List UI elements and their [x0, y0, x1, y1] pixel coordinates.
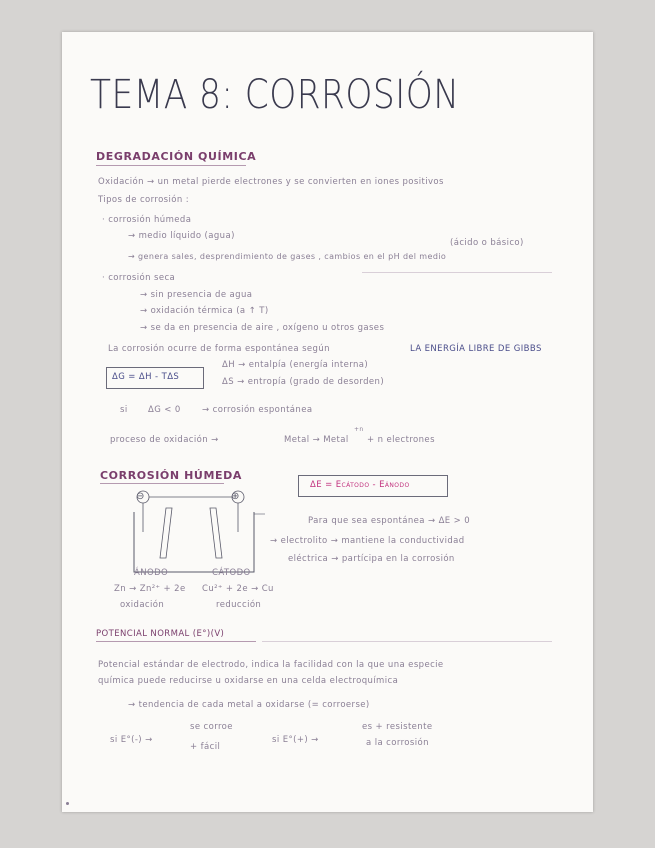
- page-title: TEMA 8: CORROSIÓN: [90, 72, 460, 118]
- oxidation-process-sup: +n: [354, 426, 364, 433]
- line-tendencia: → tendencia de cada metal a oxidarse (= corroerse): [128, 700, 370, 710]
- electrochemical-cell-diagram: [62, 32, 593, 812]
- oxidation-process-metal: Metal → Metal: [284, 435, 349, 445]
- line-potencial-def-2: química puede reducirse u oxidarse en una celda electroquímica: [98, 676, 399, 686]
- line-oxidacion-termica: → oxidación térmica (a ↑ T): [140, 306, 269, 316]
- label-se-corroe: se corroe: [190, 722, 233, 732]
- anode-type: oxidación: [120, 600, 165, 610]
- anode-label: ÁNODO: [134, 568, 169, 578]
- line-gibbs-intro: La corrosión ocurre de forma espontánea según: [108, 344, 330, 354]
- cathode-reaction: Cu²⁺ + 2e → Cu: [202, 584, 274, 594]
- notebook-page: [62, 32, 593, 812]
- label-a-corrosion: a la corrosión: [366, 738, 429, 748]
- section-heading-degradacion: DEGRADACIÓN QUÍMICA: [96, 150, 257, 163]
- page-mark: [66, 802, 69, 805]
- line-oxidacion: Oxidación → un metal pierde electrones y se convierten en iones positivos: [98, 177, 444, 187]
- delta-e-sub-catodo: CÁTODO: [341, 482, 370, 489]
- section-heading-potencial: POTENCIAL NORMAL (E°)(V): [96, 629, 225, 639]
- ruled-line: [262, 641, 552, 642]
- line-genera-sales: → genera sales, desprendimiento de gases , cambios en el pH del medio: [128, 252, 447, 261]
- line-electrolito-2: eléctrica → partícipa en la corrosión: [288, 554, 455, 564]
- cathode-type: reducción: [216, 600, 262, 610]
- line-medio-liquido: → medio líquido (agua): [128, 231, 235, 241]
- line-humeda: · corrosión húmeda: [102, 215, 192, 225]
- oxidation-process-electrons: + n electrones: [367, 435, 435, 445]
- line-electrolito: → electrolito → mantiene la conductividad: [270, 536, 465, 546]
- plus-terminal-icon: ⊕: [231, 491, 240, 502]
- line-entalpia: ΔH → entalpía (energía interna): [222, 360, 369, 370]
- line-seca: · corrosión seca: [102, 273, 176, 283]
- delta-e-sub-anodo: ÁNODO: [384, 482, 410, 489]
- label-resistente: es + resistente: [362, 722, 433, 732]
- label-si: si: [120, 405, 128, 415]
- line-potencial-def-1: Potencial estándar de electrodo, indica la facilidad con la que una especie: [98, 660, 444, 670]
- line-aire: → se da en presencia de aire , oxígeno u otros gases: [140, 323, 385, 333]
- label-si-pos: si E°(+) →: [272, 735, 319, 745]
- oxidation-process-label: proceso de oxidación →: [110, 435, 219, 445]
- line-tipos: Tipos de corrosión :: [98, 195, 190, 205]
- condition-dg: ΔG < 0: [148, 405, 181, 415]
- label-si-neg: si E°(-) →: [110, 735, 153, 745]
- delta-e-text: ΔE = E: [310, 480, 342, 490]
- condition-result: → corrosión espontánea: [202, 405, 313, 415]
- label-mas-facil: + fácil: [190, 742, 221, 752]
- heading-underline: [96, 641, 256, 642]
- line-gibbs-label: LA ENERGÍA LIBRE DE GIBBS: [410, 344, 542, 354]
- line-acido-basico: (ácido o básico): [450, 238, 524, 248]
- section-heading-humeda: CORROSIÓN HÚMEDA: [100, 469, 242, 482]
- line-sin-agua: → sin presencia de agua: [140, 290, 253, 300]
- minus-terminal-icon: ⊖: [136, 491, 145, 502]
- line-espontanea: Para que sea espontánea → ΔE > 0: [308, 516, 471, 526]
- delta-e-minus: - E: [369, 480, 385, 490]
- line-entropia: ΔS → entropía (grado de desorden): [222, 377, 385, 387]
- gibbs-formula: ΔG = ΔH - TΔS: [112, 372, 180, 382]
- cathode-label: CÁTODO: [212, 568, 251, 578]
- anode-reaction: Zn → Zn²⁺ + 2e: [114, 584, 186, 594]
